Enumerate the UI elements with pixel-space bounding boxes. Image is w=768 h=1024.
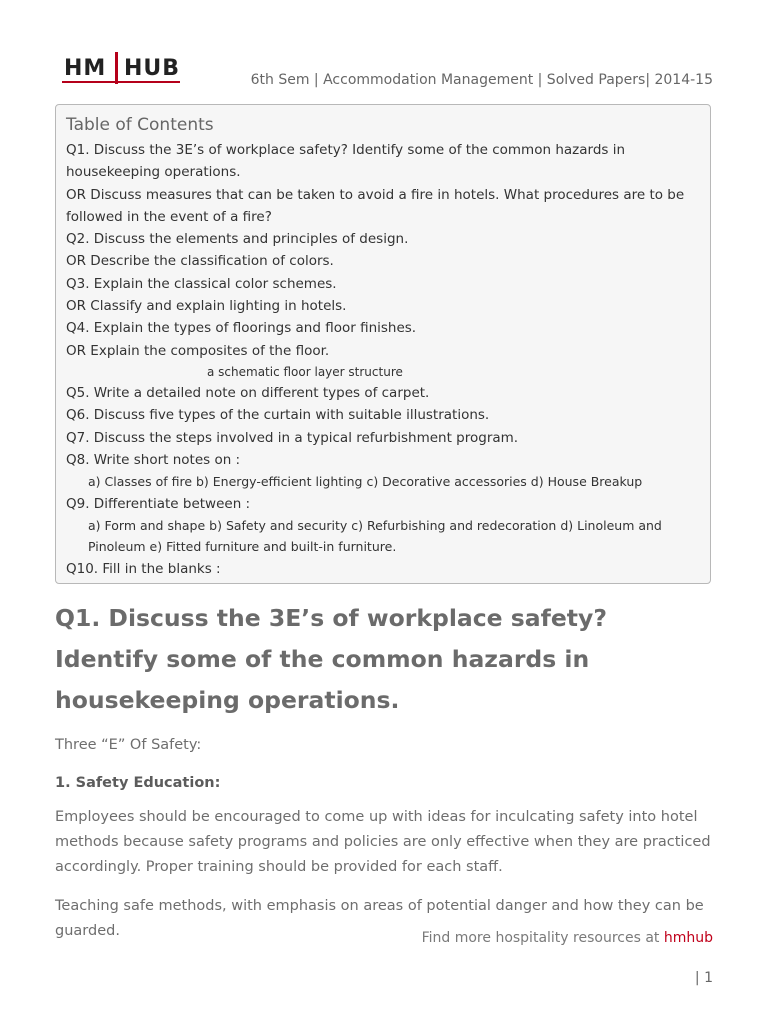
toc-subitem[interactable]: a) Classes of fire b) Energy-efficient lighting c) Decorative accessories d) House Breakup xyxy=(88,474,643,490)
hmhub-logo xyxy=(62,52,182,86)
section-subheading: 1. Safety Education: xyxy=(55,775,221,791)
toc-item[interactable]: OR Explain the composites of the floor. xyxy=(66,342,330,359)
toc-item[interactable]: Q1. Discuss the 3E’s of workplace safety? Identify some of the common hazards in housekeeping operations. xyxy=(66,142,626,181)
paragraph: Teaching safe methods, with emphasis on areas of potential danger and how they can be guarded. xyxy=(55,898,704,939)
footer-link-hmhub[interactable]: hmhub xyxy=(663,930,713,946)
toc-item[interactable]: OR Discuss measures that can be taken to avoid a fire in hotels. What procedures are to be followed in the event of a fire? xyxy=(66,186,685,225)
toc-item[interactable]: Q9. Differentiate between : xyxy=(66,495,251,512)
page-header-subtitle: 6th Sem | Accommodation Management | Solved Papers| 2014-15 xyxy=(250,72,713,88)
toc-item[interactable]: Q8. Write short notes on : xyxy=(66,451,241,468)
logo-text-hm: HM xyxy=(64,56,107,81)
paragraph: Employees should be encouraged to come up with ideas for inculcating safety into hotel methods because safety programs and policies are only effective when they are practiced accordingly. Proper training should be provided for each staff. xyxy=(55,809,711,875)
toc-item-figure[interactable]: a schematic floor layer structure xyxy=(207,364,403,379)
footer-text: Find more hospitality resources at xyxy=(421,930,664,946)
toc-item[interactable]: Q7. Discuss the steps involved in a typical refurbishment program. xyxy=(66,429,519,446)
toc-item[interactable]: Q6. Discuss five types of the curtain with suitable illustrations. xyxy=(66,407,490,424)
toc-subitem[interactable]: a) Form and shape b) Safety and security c) Refurbishing and redecoration d) Linoleum and Pinoleum e) Fitted furniture and built-in furniture. xyxy=(88,517,662,555)
toc-item[interactable]: OR Describe the classification of colors. xyxy=(66,253,334,270)
toc-item[interactable]: Q10. Fill in the blanks : xyxy=(66,560,221,577)
logo-text-hub: HUB xyxy=(124,56,181,81)
toc-item[interactable]: Q2. Discuss the elements and principles of design. xyxy=(66,231,409,248)
toc-title: Table of Contents xyxy=(66,115,214,135)
section-heading: Q1. Discuss the 3E’s of workplace safety? Identify some of the common hazards in housekeeping operations. xyxy=(55,604,607,714)
footer-resources xyxy=(422,930,713,946)
toc-item[interactable]: OR Classify and explain lighting in hotels. xyxy=(66,298,347,315)
toc-item[interactable]: Q3. Explain the classical color schemes. xyxy=(66,275,337,292)
logo-underline xyxy=(62,81,180,83)
toc-list xyxy=(66,139,706,580)
logo-divider xyxy=(115,52,118,84)
table-of-contents xyxy=(55,104,711,584)
page-number: | 1 xyxy=(694,970,713,986)
toc-item[interactable]: Q4. Explain the types of floorings and floor finishes. xyxy=(66,320,417,337)
toc-item[interactable]: Q5. Write a detailed note on different types of carpet. xyxy=(66,384,430,401)
section-intro: Three “E” Of Safety: xyxy=(55,737,202,753)
